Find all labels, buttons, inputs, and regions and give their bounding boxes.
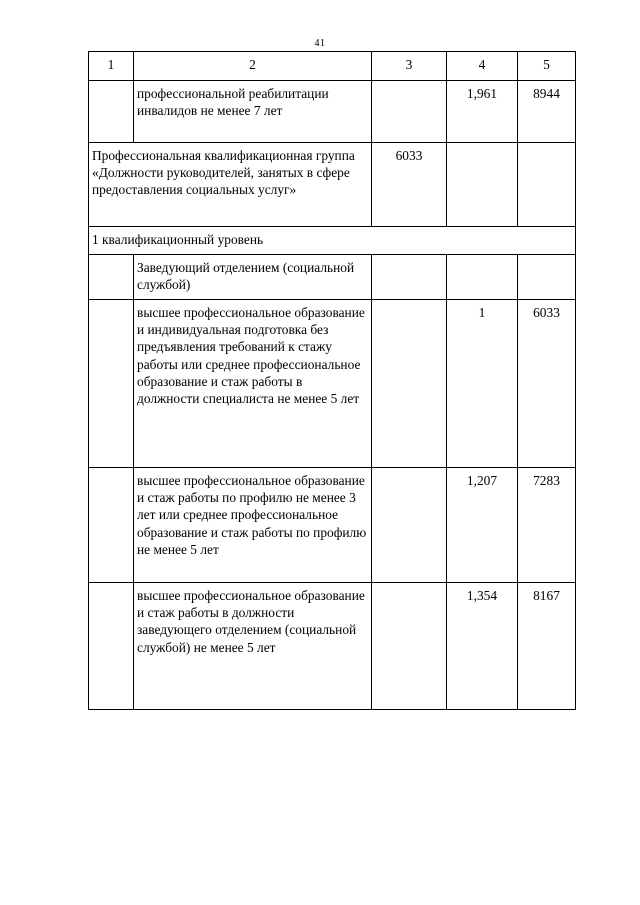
table-row [89,81,576,143]
header-col-3: 3 [372,52,447,81]
cell-group-name: Профессиональная квалификационная группа «Должности руководителей, занятых в сфере предоставления социальных услуг» [89,143,372,227]
cell-description: высшее профессиональное образование и стаж работы в должности заведующего отделением (социальной службой) не менее 5 лет [134,583,372,710]
cell-salary: 6033 [518,300,576,468]
header-col-1: 1 [89,52,134,81]
cell-description: высшее профессиональное образование и стаж работы по профилю не менее 3 лет или среднее профессиональное образование и стаж работы по профилю не менее 5 лет [134,468,372,583]
cell-col-5 [518,143,576,227]
table-row [89,300,576,468]
cell-col-3 [372,81,447,143]
cell-salary: 7283 [518,468,576,583]
table-row [89,255,576,300]
cell-coefficient: 1,961 [447,81,518,143]
header-col-4: 4 [447,52,518,81]
qualification-table [88,51,576,710]
cell-coefficient: 1 [447,300,518,468]
page-number: 41 [314,38,326,49]
cell-col-4 [447,143,518,227]
table-header-row [89,52,576,81]
table-row-level [89,227,576,255]
cell-description: профессиональной реабилитации инвалидов не менее 7 лет [134,81,372,143]
cell-position-title: Заведующий отделением (социальной службой) [134,255,372,300]
cell-col-1 [89,468,134,583]
cell-col-1 [89,300,134,468]
table-row [89,468,576,583]
cell-coefficient [447,255,518,300]
cell-col-1 [89,583,134,710]
header-col-2: 2 [134,52,372,81]
cell-qualification-level: 1 квалификационный уровень [89,227,576,255]
cell-col-3 [372,300,447,468]
cell-col-3 [372,255,447,300]
cell-col-3 [372,583,447,710]
table-row [89,583,576,710]
cell-col-3 [372,468,447,583]
cell-base-salary: 6033 [372,143,447,227]
header-col-5: 5 [518,52,576,81]
cell-salary [518,255,576,300]
cell-coefficient: 1,207 [447,468,518,583]
table-row-group [89,143,576,227]
cell-description: высшее профессиональное образование и индивидуальная подготовка без предъявления требований к стажу работы или среднее профессиональное образование и стаж работы в должности специалиста не менее 5 лет [134,300,372,468]
cell-coefficient: 1,354 [447,583,518,710]
cell-col-1 [89,81,134,143]
cell-salary: 8167 [518,583,576,710]
cell-salary: 8944 [518,81,576,143]
cell-col-1 [89,255,134,300]
